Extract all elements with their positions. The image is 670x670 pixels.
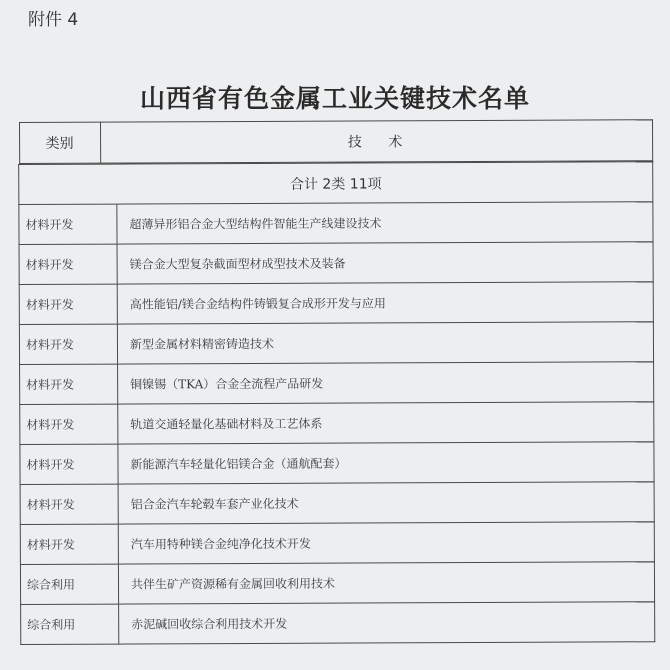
table-row [19, 322, 653, 365]
row-category: 材料开发 [20, 444, 118, 484]
row-technology: 汽车用特种镁合金纯净化技术开发 [118, 522, 654, 564]
technology-table [18, 119, 655, 645]
table-header-row [18, 119, 652, 164]
row-category: 材料开发 [19, 284, 117, 324]
table-row [19, 242, 653, 285]
table-row [20, 482, 654, 525]
table-row [20, 522, 654, 565]
row-technology: 铜镍锡（TKA）合金全流程产品研发 [118, 362, 654, 404]
row-category: 材料开发 [20, 404, 118, 444]
document-title: 山西省有色金属工业关键技术名单 [139, 84, 530, 113]
table-row [20, 402, 654, 445]
table-row [20, 362, 654, 405]
row-technology: 铝合金汽车轮毂车套产业化技术 [118, 482, 654, 524]
row-technology: 镁合金大型复杂截面型材成型技术及装备 [117, 242, 653, 284]
row-technology: 轨道交通轻量化基础材料及工艺体系 [118, 402, 654, 444]
row-category: 材料开发 [20, 364, 118, 404]
row-category: 综合利用 [21, 604, 119, 644]
total-row [19, 162, 653, 205]
row-technology: 超薄异形铝合金大型结构件智能生产线建设技术 [117, 202, 653, 244]
row-category: 材料开发 [20, 484, 118, 524]
attachment-label: 附件 4 [28, 10, 79, 30]
row-category: 材料开发 [19, 324, 117, 364]
row-technology: 高性能铝/镁合金结构件铸锻复合成形开发与应用 [117, 282, 653, 324]
row-category: 材料开发 [20, 524, 118, 564]
header-category: 类别 [19, 122, 100, 163]
table-row [21, 602, 655, 645]
row-category: 材料开发 [19, 244, 117, 284]
table-row [19, 282, 653, 325]
table-row [20, 562, 654, 605]
row-category: 综合利用 [20, 564, 118, 604]
row-technology: 共伴生矿产资源稀有金属回收利用技术 [118, 562, 654, 604]
table-row [19, 202, 653, 245]
row-technology: 赤泥碱回收综合利用技术开发 [119, 602, 655, 644]
row-technology: 新型金属材料精密铸造技术 [117, 322, 653, 364]
total-summary: 合计 2类 11项 [19, 162, 653, 205]
row-technology: 新能源汽车轻量化铝镁合金（通航配套） [118, 442, 654, 484]
table-row [20, 442, 654, 485]
header-technology: 技 术 [100, 120, 652, 163]
row-category: 材料开发 [19, 204, 117, 244]
